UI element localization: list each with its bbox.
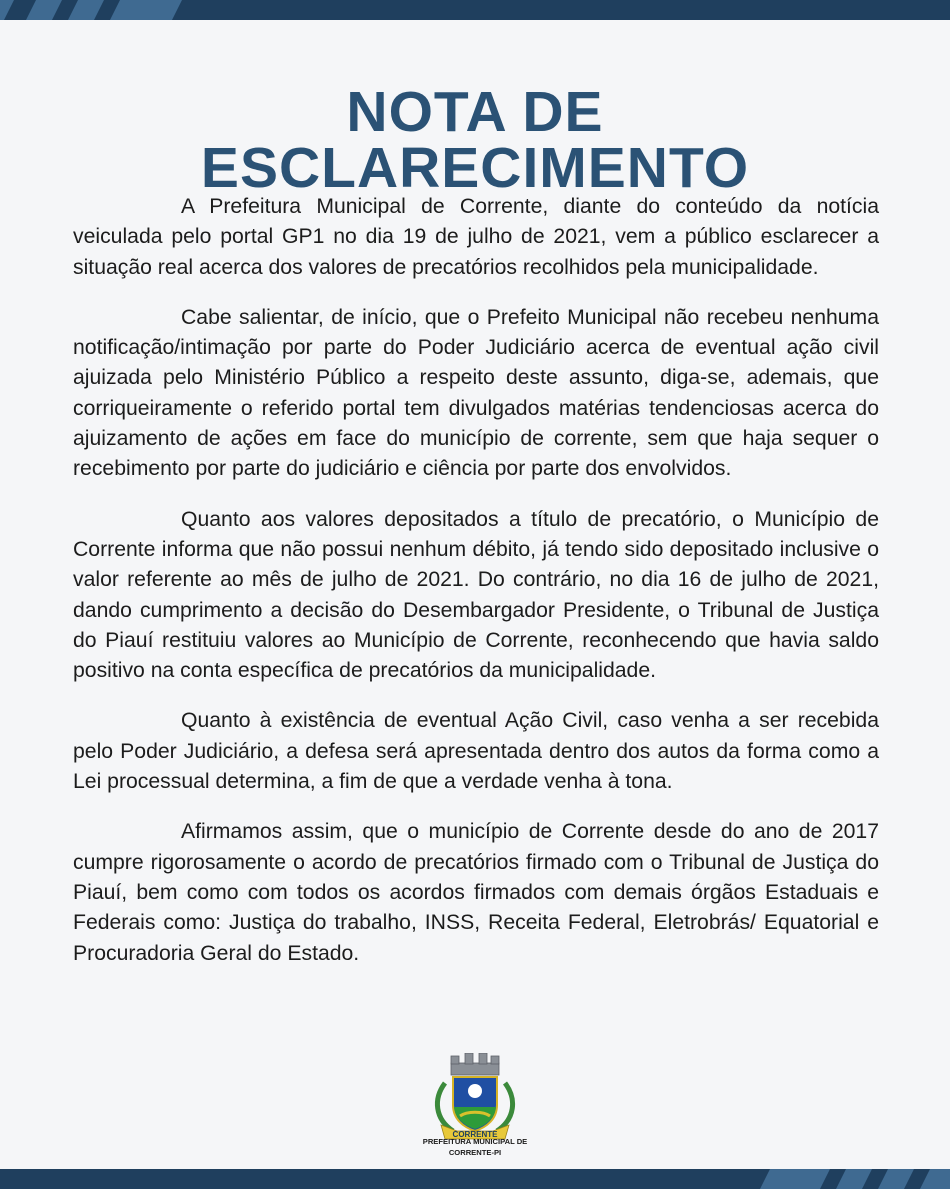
bottom-decorative-band	[0, 1169, 950, 1189]
seal-caption-line-2: CORRENTE-PI	[448, 1148, 502, 1157]
document-body	[73, 192, 879, 989]
top-decorative-band	[0, 0, 950, 20]
paragraph-3: Quanto aos valores depositados a título de precatório, o Município de Corrente informa que não possui nenhum débito, já tendo sido depositado inclusive o valor referente ao mês de julho de 2021. Do contrário, no dia 16 de julho de 2021, dando cumprimento a decisão do Desembargador Presidente, o Tribunal de Justiça do Piauí restituiu valores ao Município de Corrente, reconhecendo que havia saldo positivo na conta específica de precatórios da municipalidade.	[73, 507, 879, 683]
paragraph-5: Afirmamos assim, que o município de Corrente desde do ano de 2017 cumpre rigorosamente o acordo de precatórios firmado com o Tribunal de Justiça do Piauí, bem como com todos os acordos firmados com demais órgãos Estaduais e Federais como: Justiça do trabalho, INSS, Receita Federal, Eletrobrás/ Equatorial e Procuradoria Geral do Estado.	[73, 820, 879, 965]
title-line-1: NOTA DE	[346, 80, 604, 145]
paragraph-1: A Prefeitura Municipal de Corrente, diante do conteúdo da notícia veiculada pelo portal GP1 no dia 19 de julho de 2021, vem a público esclarecer a situação real acerca dos valores de precatórios recolhidos pela municipalidade.	[73, 195, 879, 279]
title-line-2: ESCLARECIMENTO	[200, 136, 750, 201]
municipal-coat-of-arms-logo	[427, 1053, 523, 1145]
paragraph-2: Cabe salientar, de início, que o Prefeito Municipal não recebeu nenhuma notificação/intimação por parte do Poder Judiciário acerca de eventual ação civil ajuizada pelo Ministério Público a respeito deste assunto, diga-se, ademais, que corriqueiramente o referido portal tem divulgados matérias tendenciosas acerca do ajuizamento de ações em face do município de corrente, sem que haja sequer o recebimento por parte do judiciário e ciência por parte dos envolvidos.	[73, 305, 879, 481]
page-title	[0, 80, 950, 201]
seal-caption-line-1: PREFEITURA MUNICIPAL DE	[422, 1137, 528, 1146]
seal-ribbon-text: CORRENTE	[452, 1130, 498, 1139]
seal-caption	[380, 1136, 570, 1158]
paragraph-4: Quanto à existência de eventual Ação Civil, caso venha a ser recebida pelo Poder Judiciário, a defesa será apresentada dentro dos autos da forma como a Lei processual determina, a fim de que a verdade venha à tona.	[73, 709, 879, 794]
